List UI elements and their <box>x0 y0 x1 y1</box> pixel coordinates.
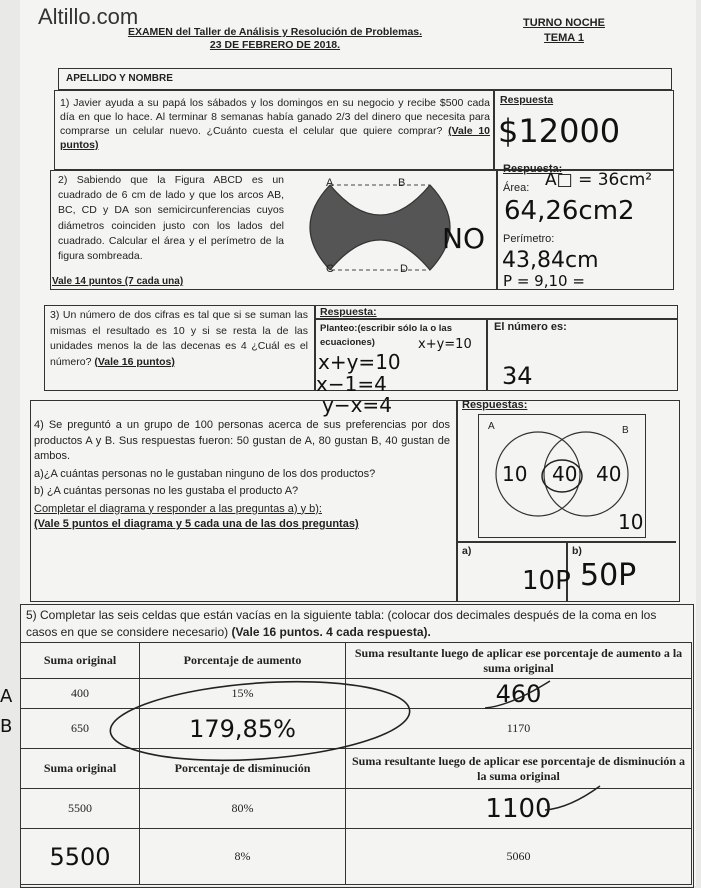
venn-both: 40 <box>552 462 578 486</box>
q3-number-answer: 34 <box>502 362 533 390</box>
q5-text <box>26 607 686 641</box>
q4-statement: 4) Se preguntó a un grupo de 100 personas acerca de sus preferencias por dos productos A y B. Sus respuestas fueron: 50 gustan de A, 80 gustan B, 40 gustan de ambos. <box>34 419 450 462</box>
q5-statement: 5) Completar las seis celdas que están vacías en la siguiente tabla: (colocar dos decimales después de la coma en los casos en que se considere necesario) <box>26 608 657 639</box>
exam-date: 23 DE FEBRERO DE 2018. <box>209 39 341 51</box>
q1-points: (Vale 10 puntos) <box>60 125 490 151</box>
q5-cell: 15% <box>140 679 346 709</box>
q2-text: 2) Sabiendo que la Figura ABCD es un cuadrado de 6 cm de lado y que los arcos AB, BC, CD y DA son semicircunferencias cuyos diámetros coinciden justo con los lados del cuadrado. Calcular el área y el perímetro de la figura sombreada. <box>58 174 284 263</box>
q4-text <box>34 418 450 533</box>
q5-answer-1100: 1100 <box>485 793 552 824</box>
venn-label-b: B <box>622 425 629 436</box>
q3-number-label: El número es: <box>494 321 567 333</box>
q5-answer-percent: 179,85% <box>189 714 296 743</box>
q5-answer-5500: 5500 <box>49 842 111 871</box>
q5-cell-answer[interactable] <box>21 829 140 885</box>
venn-only-b: 40 <box>596 462 622 486</box>
point-d: D <box>400 263 408 275</box>
margin-mark-b: B <box>0 716 13 737</box>
venn-outside: 10 <box>618 510 644 534</box>
exam-title-line1: EXAMEN del Taller de Análisis y Resolución de Problemas. <box>127 26 423 38</box>
check-mark <box>480 676 560 716</box>
area-note: A□ = 36cm² <box>545 170 653 190</box>
q5-answer-460: 460 <box>495 679 542 708</box>
exam-title <box>100 26 450 52</box>
q4-question-b: b) ¿A cuántas personas no les gustaba el producto A? <box>34 485 299 497</box>
q5-cell: 650 <box>21 709 140 749</box>
q5-head-suma: Suma original <box>21 643 140 679</box>
q5-cell: 80% <box>140 789 346 829</box>
q4-question-a: a)¿A cuántas personas no le gustaban ninguno de los dos productos? <box>34 467 376 480</box>
name-label: APELLIDO Y NOMBRE <box>66 73 173 84</box>
q1-answer-label: Respuesta <box>500 94 554 106</box>
q3-eq1: x+y=10 <box>318 350 401 374</box>
perimeter-note: P = 9,10 = <box>503 272 585 290</box>
q5-cell: 400 <box>21 679 140 709</box>
q3-answer-label: Respuesta: <box>320 306 377 318</box>
perimeter-answer: 43,84cm <box>502 248 599 273</box>
q5-points: (Vale 16 puntos. 4 cada respuesta). <box>231 625 431 639</box>
q4-b-label: b) <box>572 545 582 557</box>
q5-head2-disminucion: Porcentaje de disminución <box>140 749 346 789</box>
q1-divider <box>493 90 495 170</box>
q2-points: Vale 14 puntos (7 cada una) <box>52 276 184 287</box>
q3-eq2: x−1=4 <box>316 372 387 396</box>
turno-label: TURNO NOCHE <box>523 17 605 29</box>
q4-answers-label: Respuestas: <box>462 399 528 411</box>
q3-text <box>50 308 308 370</box>
q1-answer: $12000 <box>498 112 621 150</box>
point-b: B <box>398 177 406 189</box>
area-answer: 64,26cm2 <box>504 196 635 226</box>
check-mark <box>540 780 610 820</box>
handwritten-ellipse <box>100 676 420 766</box>
q5-head2-suma: Suma original <box>21 749 140 789</box>
q5-cell: 5060 <box>346 829 692 885</box>
q2-divider <box>496 170 498 290</box>
q3-eq1-small: x+y=10 <box>418 337 472 352</box>
q3-eq3: y−x=4 <box>322 393 392 417</box>
q2-answer-label: Respuesta: <box>503 163 563 175</box>
q5-head-resultante: Suma resultante luego de aplicar ese porcentaje de aumento a la suma original <box>346 643 692 679</box>
watermark: Altillo.com <box>38 4 139 29</box>
venn-label-a: A <box>488 421 495 432</box>
q5-cell: 1170 <box>346 709 692 749</box>
q4-points: (Vale 5 puntos el diagrama y 5 cada una de las dos preguntas) <box>34 518 359 530</box>
q3-planteo: Planteo:(escribir sólo la o las ecuaciones) <box>320 323 452 348</box>
q4-a-answer: 10P <box>522 566 571 596</box>
q1-question: ¿Cuánto cuesta el celular que quiere comprar? <box>206 125 443 137</box>
q3-statement: 3) Un número de dos cifras es tal que si se suman las mismas el resultado es 10 y si se resta la de las unidades menos la de las decenas es 4 ¿Cuál es el número? <box>50 309 308 368</box>
q4-a-label: a) <box>462 545 472 557</box>
shaded-region <box>330 185 430 270</box>
tema-label: TEMA 1 <box>544 32 584 44</box>
point-a: A <box>326 177 334 189</box>
margin-mark-a: A <box>0 686 13 707</box>
no-mark: NO <box>442 222 485 255</box>
q1-text <box>60 96 490 152</box>
q4-divider <box>456 400 458 602</box>
q5-head2-resultante: Suma resultante luego de aplicar ese porcentaje de disminución a la suma original <box>346 749 692 789</box>
q5-cell: 8% <box>140 829 346 885</box>
q3-divider2 <box>486 318 488 391</box>
q3-points: (Vale 16 puntos) <box>94 355 175 368</box>
venn-only-a: 10 <box>502 462 528 486</box>
q4-instructions: Completar el diagrama y responder a las preguntas a) y b): <box>34 502 322 515</box>
point-c: C <box>326 263 334 275</box>
q5-head-aumento: Porcentaje de aumento <box>140 643 346 679</box>
q1-statement: 1) Javier ayuda a su papá los sábados y los domingos en su negocio y recibe $500 cada día en que lo hace. Al terminar 8 semanas había ganado 2/3 del dinero que necesita para comprarse un celular nuevo. <box>60 97 490 137</box>
exam-turno <box>514 16 614 46</box>
perimeter-label: Perímetro: <box>503 233 555 245</box>
arc-da <box>310 185 330 270</box>
q5-cell-answer[interactable] <box>346 789 692 829</box>
q5-cell: 5500 <box>21 789 140 829</box>
q4-b-answer: 50P <box>580 558 637 593</box>
area-label: Área: <box>503 182 530 194</box>
